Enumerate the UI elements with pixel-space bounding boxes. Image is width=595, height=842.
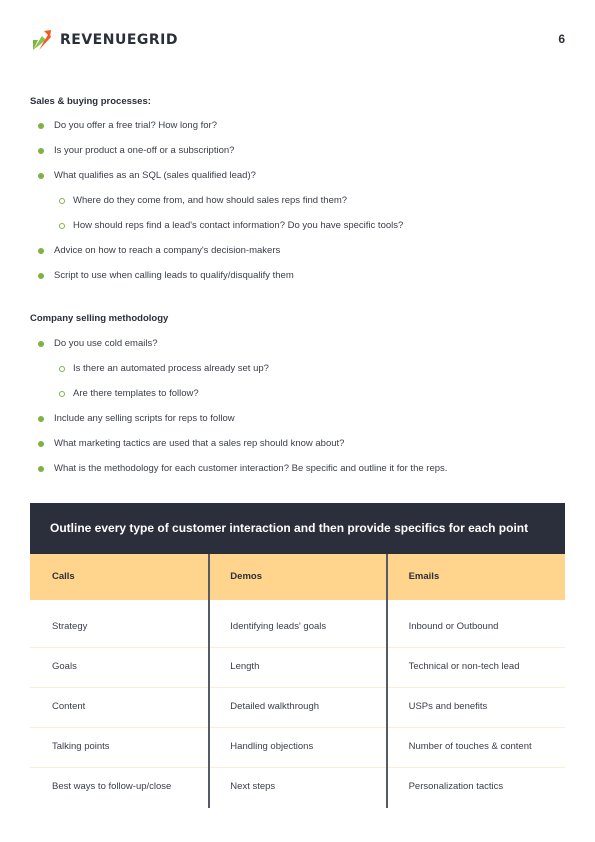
column-divider	[386, 554, 388, 808]
table-cell: Personalization tactics	[408, 781, 504, 792]
column-divider	[208, 554, 210, 808]
table-cell: Handling objections	[230, 741, 314, 752]
sub-bullet-icon	[59, 223, 65, 229]
column-header-calls: Calls	[52, 571, 75, 582]
bullet-icon	[38, 248, 44, 254]
bullet-icon	[38, 466, 44, 472]
table-cell: Identifying leads' goals	[230, 621, 327, 632]
table-title: Outline every type of customer interaction and then provide specifics for each point	[30, 503, 565, 554]
table-cell: USPs and benefits	[408, 701, 488, 712]
table-cell: Number of touches & content	[408, 741, 532, 752]
table-body	[30, 600, 565, 808]
list-item: What marketing tactics are used that a sales rep should know about?	[38, 438, 447, 463]
table-cell: Technical or non-tech lead	[408, 661, 520, 672]
list-item: Is there an automated process already set up?	[38, 363, 447, 388]
table-cell: Strategy	[52, 621, 88, 632]
list-item: Script to use when calling leads to qualify/disqualify them	[38, 270, 403, 295]
interaction-table	[30, 503, 565, 808]
list-item: Do you offer a free trial? How long for?	[38, 120, 403, 145]
bullet-icon	[38, 148, 44, 154]
table-cell: Best ways to follow-up/close	[52, 781, 172, 792]
methodology-section-title: Company selling methodology	[30, 313, 169, 324]
methodology-list	[38, 338, 447, 488]
list-item: Is your product a one-off or a subscription?	[38, 145, 403, 170]
list-item: How should reps find a lead's contact information? Do you have specific tools?	[38, 220, 403, 245]
column-header-emails: Emails	[408, 571, 440, 582]
list-item: Include any selling scripts for reps to follow	[38, 413, 447, 438]
table-header-row	[30, 554, 565, 600]
page-number: 6	[558, 32, 565, 46]
bullet-icon	[38, 273, 44, 279]
table-cell: Goals	[52, 661, 77, 672]
bullet-icon	[38, 123, 44, 129]
bullet-icon	[38, 341, 44, 347]
bullet-icon	[38, 416, 44, 422]
list-item: What is the methodology for each customer interaction? Be specific and outline it for the reps.	[38, 463, 447, 488]
table-row	[30, 768, 565, 808]
table-cell: Length	[230, 661, 260, 672]
revenuegrid-logo	[30, 28, 178, 52]
sales-section-title: Sales & buying processes:	[30, 96, 151, 107]
table-row	[30, 600, 565, 648]
list-item: Advice on how to reach a company's decision-makers	[38, 245, 403, 270]
revenuegrid-logo-icon	[30, 28, 52, 52]
sub-bullet-icon	[59, 366, 65, 372]
table-cell: Content	[52, 701, 86, 712]
table-row	[30, 728, 565, 768]
table-row	[30, 648, 565, 688]
table-cell: Talking points	[52, 741, 110, 752]
list-item: Are there templates to follow?	[38, 388, 447, 413]
bullet-icon	[38, 173, 44, 179]
logo-text: REVENUEGRID	[60, 32, 178, 48]
bullet-icon	[38, 441, 44, 447]
sub-bullet-icon	[59, 391, 65, 397]
list-item: What qualifies as an SQL (sales qualified lead)?	[38, 170, 403, 195]
sales-list	[38, 120, 403, 295]
list-item: Where do they come from, and how should sales reps find them?	[38, 195, 403, 220]
list-item: Do you use cold emails?	[38, 338, 447, 363]
table-cell: Next steps	[230, 781, 276, 792]
page-header	[30, 28, 565, 54]
table-row	[30, 688, 565, 728]
sub-bullet-icon	[59, 198, 65, 204]
column-header-demos: Demos	[230, 571, 262, 582]
table-cell: Detailed walkthrough	[230, 701, 320, 712]
table-cell: Inbound or Outbound	[408, 621, 499, 632]
